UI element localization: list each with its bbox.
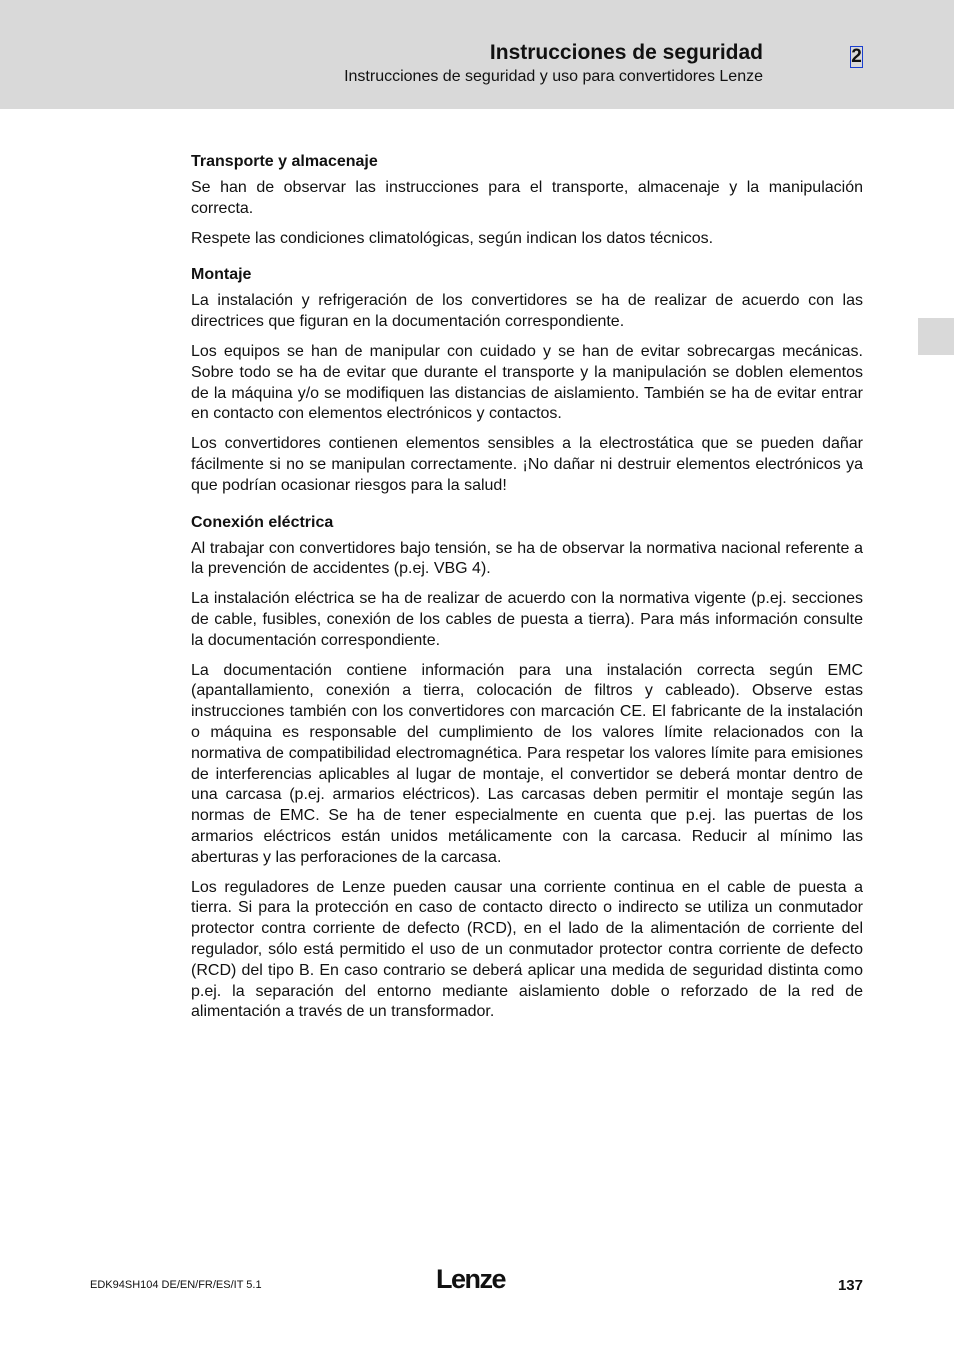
paragraph: La instalación y refrigeración de los convertidores se ha de realizar de acuerdo con las directrices que figuran en la documentación correspondiente. bbox=[191, 292, 863, 331]
paragraph: Los reguladores de Lenze pueden causar una corriente continua en el cable de puesta a tierra. Si para la protección en caso de contacto directo o indirecto se utiliza un conmutador protector contra corriente de defecto (RCD), en el lado de la alimentación de corriente del regulador, sólo está permitido el uso de un conmutador protector contra corriente de defecto (RCD) del tipo B. En caso contrario se deberá aplicar una medida de seguridad distinta como p.ej. la separación del entorno mediante aislamiento doble o reforzado de la red de alimentación a través de un transformador. bbox=[191, 878, 863, 1021]
section-electrical-connection bbox=[191, 513, 863, 1024]
paragraph: Al trabajar con convertidores bajo tensión, se ha de observar la normativa nacional referente a la prevención de accidentes (p.ej. VBG 4). bbox=[191, 539, 863, 578]
side-chapter-tab bbox=[918, 318, 954, 355]
header-band bbox=[0, 0, 954, 109]
footer-document-id: EDK94SH104 DE/EN/FR/ES/IT 5.1 bbox=[90, 1279, 262, 1291]
section-heading: Montaje bbox=[191, 266, 252, 284]
section-heading: Transporte y almacenaje bbox=[191, 153, 378, 170]
page-number: 137 bbox=[837, 1277, 863, 1294]
paragraph: La instalación eléctrica se ha de realizar de acuerdo con la normativa vigente (p.ej. secciones de cable, fusibles, conexión de los cables de puesta a tierra). Para más información consulte la documentación correspondiente. bbox=[191, 590, 863, 649]
section-transport bbox=[191, 152, 863, 249]
chapter-number-badge[interactable]: 2 bbox=[851, 46, 862, 67]
paragraph: Respete las condiciones climatológicas, según indican los datos técnicos. bbox=[191, 229, 714, 247]
paragraph: Los convertidores contienen elementos sensibles a la electrostática que se pueden dañar fácilmente si no se manipulan correctamente. ¡No dañar ni destruir elementos electrónicos ya que podrían ocasionar riesgos para la salud! bbox=[191, 435, 863, 494]
paragraph: La documentación contiene información para una instalación correcta según EMC (apantallamiento, conexión a tierra, colocación de filtros y cableado). Observe estas instrucciones también con los convertidores con marcación CE. El fabricante de la instalación o máquina es responsable del cumplimiento de los valores límite relacionados con la normativa de compatibilidad electromagnética. Para respetar los valores límite para emisiones de interferencias aplicables al lugar de montaje, el convertidor se deberá montar dentro de una carcasa (p.ej. armarios eléctricos). Las carcasas deben permitir el montaje según las normas de EMC. Se ha de tener especialmente en cuenta que p.ej. las puertas de los armarios eléctricos están unidos metálicamente con la carcasa. Reducir al mínimo las aberturas y las perforaciones de la carcasa. bbox=[191, 661, 863, 866]
paragraph: Se han de observar las instrucciones para el transporte, almacenaje y la manipulación correcta. bbox=[191, 179, 863, 217]
page-title: Instrucciones de seguridad bbox=[489, 41, 763, 64]
lenze-logo: Lenze bbox=[436, 1264, 506, 1294]
section-mounting bbox=[191, 265, 863, 496]
paragraph: Los equipos se han de manipular con cuidado y se han de evitar sobrecargas mecánicas. Sobre todo se ha de evitar que durante el transporte y la manipulación se doblen elementos de la máquina y/o se modifiquen las distancias de aislamiento. También se ha de evitar entrar en contacto con elementos electrónicos y contactos. bbox=[191, 342, 863, 423]
page-subtitle: Instrucciones de seguridad y uso para convertidores Lenze bbox=[344, 68, 763, 85]
document-body bbox=[191, 152, 863, 1032]
section-heading: Conexión eléctrica bbox=[191, 513, 334, 531]
